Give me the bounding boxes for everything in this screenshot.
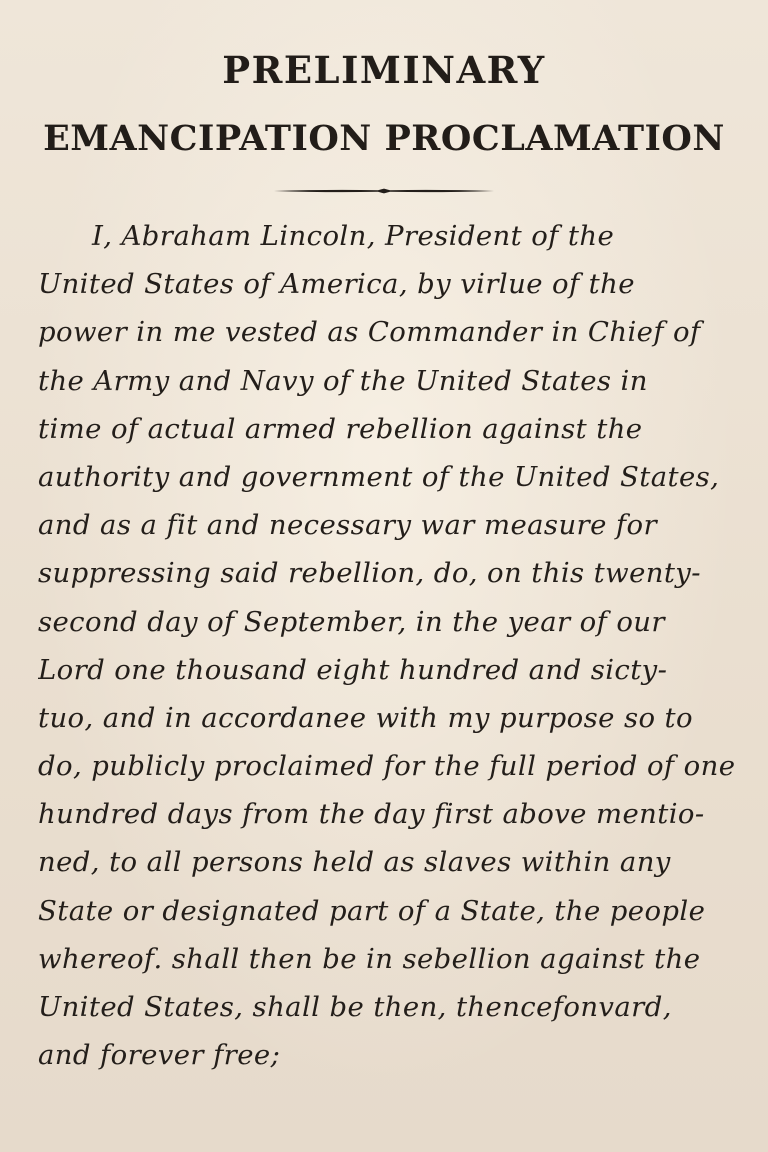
text-line: authority and government of the United States, xyxy=(38,460,720,493)
text-line: United States, shall be then, thencefonvard, xyxy=(38,991,672,1023)
text-line: the Army and Navy of the United States in xyxy=(38,364,648,397)
text-line: ned, to all persons held as slaves within any xyxy=(38,846,671,879)
title-divider-ornament xyxy=(274,186,494,196)
text-line: whereof. shall then be in sebellion against the xyxy=(38,942,701,975)
text-line: do, publicly proclaimed for the full period of one xyxy=(38,750,736,783)
document-subtitle: EMANCIPATION PROCLAMATION xyxy=(43,118,725,159)
text-line: power in me vested as Commander in Chief of xyxy=(38,316,701,349)
text-line: Lord one thousand eight hundred and sicty- xyxy=(38,653,668,686)
text-line: and forever free; xyxy=(38,1039,281,1072)
text-line: and as a fit and necessary war measure for xyxy=(38,509,657,542)
document-title: PRELIMINARY xyxy=(222,48,546,92)
text-line: State or designated part of a State, the people xyxy=(38,894,706,927)
text-line: I, Abraham Lincoln, President of the xyxy=(92,220,615,252)
text-line: hundred days from the day first above mentio- xyxy=(38,798,705,831)
text-line: time of actual armed rebellion against the xyxy=(38,412,643,445)
proclamation-text xyxy=(38,212,754,1079)
text-line: United States of America, by virlue of the xyxy=(38,268,635,301)
text-line: tuo, and in accordanee with my purpose so to xyxy=(38,701,693,734)
text-line: second day of September, in the year of our xyxy=(38,605,665,638)
text-line: suppressing said rebellion, do, on this twenty- xyxy=(38,557,701,590)
